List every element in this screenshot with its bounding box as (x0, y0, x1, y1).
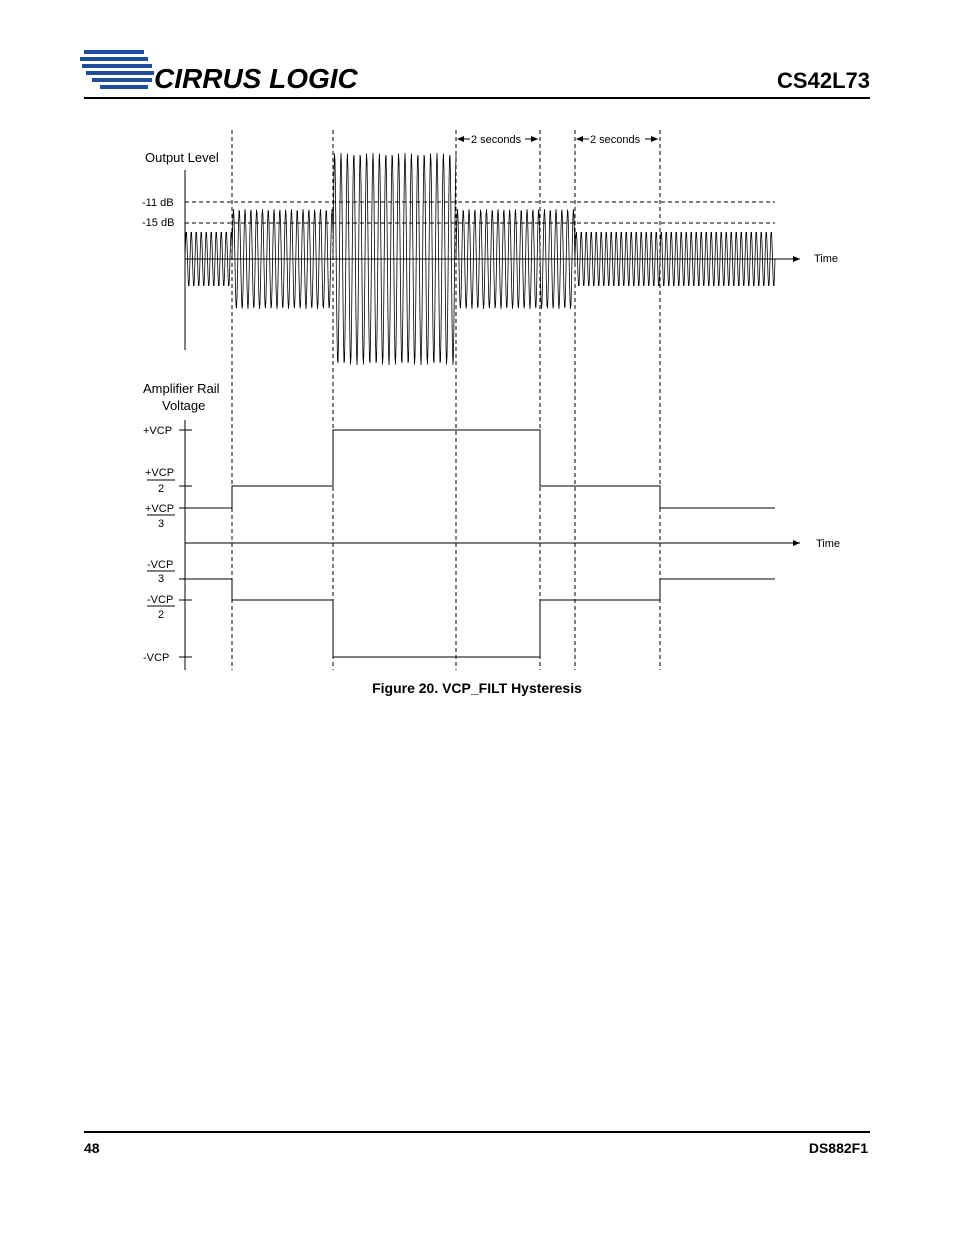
interval-label-1: 2 seconds (471, 134, 522, 146)
header-rule (84, 97, 870, 99)
tick-vcp-third-num: +VCP (145, 503, 175, 515)
top-time-label: Time (814, 253, 839, 265)
tick-vcp-third-den: 3 (158, 518, 165, 530)
cirrus-logic-logo (80, 42, 360, 102)
logo-wordmark: CIRRUS LOGIC (154, 63, 358, 94)
footer-rule (84, 1131, 870, 1133)
document-title: CS42L73 (777, 68, 870, 93)
document-id: DS882F1 (808, 1140, 868, 1156)
tick-nvcp: -VCP (143, 652, 170, 664)
level-11db-label: -11 dB (142, 197, 174, 209)
tick-nvcp-third-num: -VCP (147, 559, 174, 571)
tick-nvcp-third-den: 3 (158, 573, 165, 585)
level-15db-label: -15 dB (142, 217, 175, 229)
hysteresis-figure (0, 120, 954, 680)
tick-vcp-half-den: 2 (158, 483, 165, 495)
positive-rail-trace (185, 430, 775, 508)
negative-rail-trace (185, 579, 775, 657)
interval-label-2: 2 seconds (590, 134, 641, 146)
tick-nvcp-half-num: -VCP (147, 594, 174, 606)
tick-vcp-half-num: +VCP (145, 467, 175, 479)
rail-voltage-label-2: Voltage (162, 398, 206, 413)
figure-caption: Figure 20. VCP_FILT Hysteresis (372, 680, 582, 696)
waveform-segment-5 (575, 232, 775, 285)
tick-nvcp-half-den: 2 (158, 609, 165, 621)
tick-vcp: +VCP (143, 425, 173, 437)
bottom-time-label: Time (816, 538, 841, 550)
output-level-label: Output Level (145, 150, 219, 165)
page-number: 48 (84, 1140, 100, 1156)
rail-voltage-label-1: Amplifier Rail (143, 381, 220, 396)
